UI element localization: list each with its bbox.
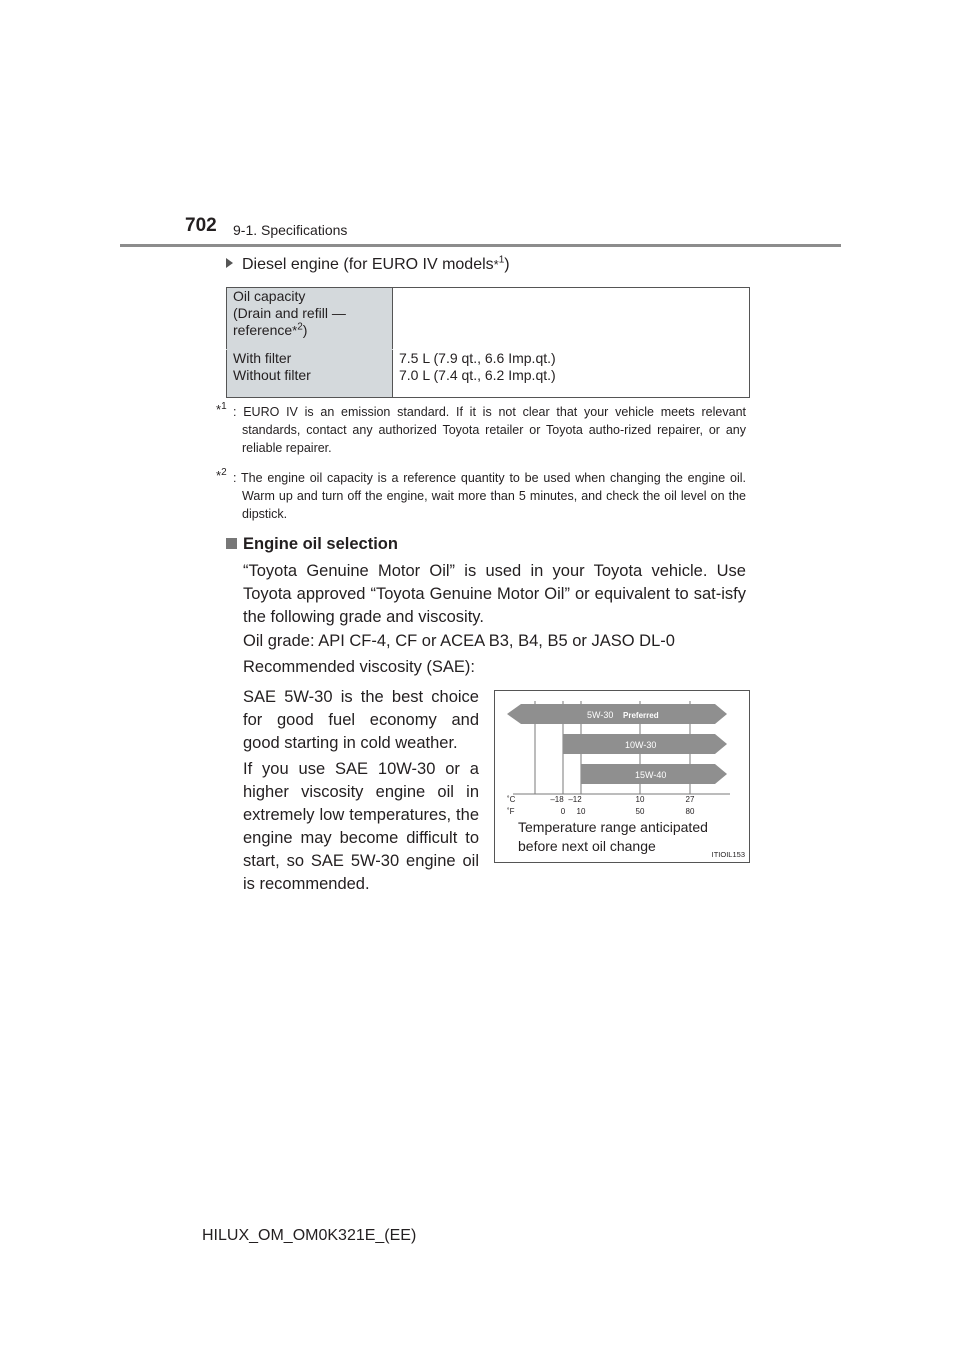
tick-f: 10 [576, 807, 586, 816]
footnote-ref: 2 [297, 321, 303, 333]
footnote-text: : EURO IV is an emission standard. If it is not clear that your vehicle meets relevant standards, contact any authorized Toyota retailer or Toyota autho-rized repairer, or any reliable repairer. [233, 405, 746, 455]
footnote-text: : The engine oil capacity is a reference quantity to be used when changing the engine oil. Warm up and turn off the engine, wait more than 5 minutes, and check the oil level on the dipstick. [233, 471, 746, 521]
best-choice-paragraph: SAE 5W-30 is the best choice for good fuel economy and good starting in cold weather. [243, 688, 479, 752]
tick-c: –12 [568, 795, 582, 804]
table-empty-cell [393, 288, 750, 350]
footnote-number: 2 [221, 466, 227, 478]
label-line: (Drain and refill — [233, 305, 346, 321]
label-line: reference [233, 322, 293, 338]
bar-label: 15W-40 [635, 770, 667, 780]
footnote-star: * [216, 468, 222, 483]
section-heading [226, 535, 398, 554]
sub-heading-text: Diesel engine (for EURO IV models [242, 256, 494, 273]
low-temp-paragraph: If you use SAE 10W-30 or a higher viscosity engine oil in extremely low temperatures, the engine may become difficult to start, so SAE 5W-30 engine oil is recommended. [243, 760, 479, 893]
figure-id: ITIOIL153 [711, 850, 745, 859]
footnote-2 [216, 466, 746, 523]
without-filter-value: 7.0 L (7.4 qt., 6.2 Imp.qt.) [399, 366, 556, 383]
bar-label: 10W-30 [625, 740, 657, 750]
unit-celsius: ˚C [507, 795, 516, 804]
header-rule [120, 244, 841, 247]
chart-caption [518, 818, 708, 856]
tick-f: 0 [560, 807, 566, 816]
footnote-mark: * [493, 257, 499, 272]
footnote-marker [216, 401, 227, 419]
square-bullet-icon [226, 538, 237, 549]
capacity-values [393, 350, 750, 398]
footnote-star: * [216, 402, 222, 417]
tick-f: 50 [635, 807, 645, 816]
section-heading-text: Engine oil selection [243, 535, 398, 553]
caption-line: Temperature range anticipated [518, 819, 708, 835]
filter-label [227, 350, 393, 398]
footnote-mark: * [292, 323, 298, 338]
with-filter-label: With filter [233, 350, 292, 366]
tick-c: 27 [685, 795, 695, 804]
bar-label: 5W-30 [587, 710, 614, 720]
footnote-marker [216, 467, 227, 485]
oil-grade-paragraph: Oil grade: API CF-4, CF or ACEA B3, B4, B5 or JASO DL-0 [243, 632, 675, 650]
viscosity-chart [494, 690, 750, 863]
footnote-1 [216, 400, 746, 457]
unit-fahrenheit: ˚F [507, 807, 515, 816]
sub-heading [226, 256, 510, 274]
label-line: Oil capacity [233, 288, 306, 304]
sub-heading-close: ) [504, 256, 510, 273]
tick-c: 10 [635, 795, 645, 804]
oil-capacity-table [226, 287, 750, 398]
footnote-ref: 1 [498, 254, 505, 266]
caption-line: before next oil change [518, 838, 656, 854]
triangle-bullet-icon [226, 258, 233, 268]
label-close: ) [302, 322, 308, 338]
page-number: 702 [185, 215, 217, 236]
footnote-number: 1 [221, 400, 227, 412]
intro-paragraph: “Toyota Genuine Motor Oil” is used in your Toyota vehicle. Use Toyota approved “Toyota Genuine Motor Oil” or equivalent to sat-isfy the following grade and viscosity. [243, 562, 746, 626]
preferred-tag: Preferred [623, 711, 659, 720]
viscosity-paragraph: Recommended viscosity (SAE): [243, 658, 475, 676]
with-filter-value: 7.5 L (7.9 qt., 6.6 Imp.qt.) [399, 349, 556, 366]
oil-capacity-label [227, 288, 393, 350]
tick-c: –18 [550, 795, 564, 804]
tick-f: 80 [685, 807, 695, 816]
section-title: 9-1. Specifications [233, 222, 348, 238]
document-footer: HILUX_OM_OM0K321E_(EE) [202, 1227, 417, 1244]
bar-5w-30 [507, 704, 727, 724]
without-filter-label: Without filter [233, 367, 311, 383]
